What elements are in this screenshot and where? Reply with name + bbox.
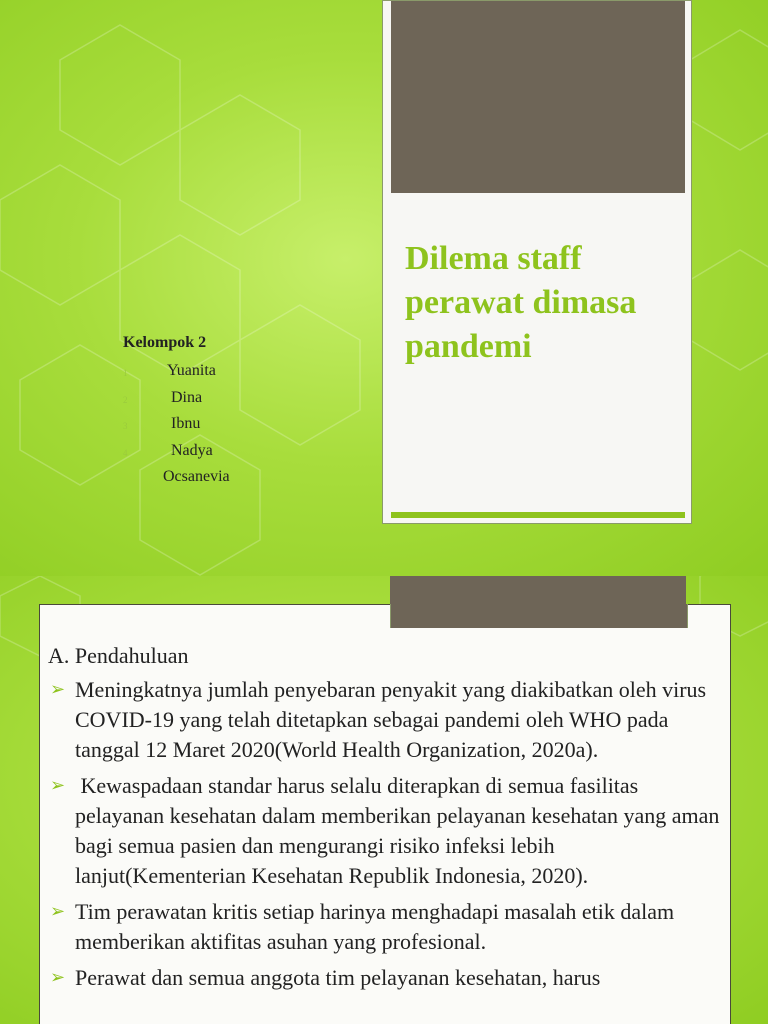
- section-heading: A. Pendahuluan: [48, 643, 189, 668]
- title-card: [382, 0, 692, 524]
- title-card-header-block: [391, 1, 685, 193]
- arrow-right-icon: ➢: [50, 775, 66, 796]
- member-item: [122, 358, 282, 385]
- bullet-item: [50, 963, 730, 993]
- bullet-text: Kewaspadaan standar harus selalu diterapkan di semua fasilitas pelayanan kesehatan dalam memberikan pelayanan kesehatan yang aman bagi semua pasien dan mengurangi risiko infeksi lebih lanjut(Kementerian Kesehatan Republik Indonesia, 2020).: [75, 773, 725, 888]
- slide-title: Dilema staff perawat dimasa pandemi: [405, 240, 637, 365]
- group-member-list: [122, 330, 282, 491]
- member-name: Dina: [171, 388, 203, 406]
- bullet-text: Perawat dan semua anggota tim pelayanan kesehatan, harus: [75, 965, 601, 990]
- bullet-item: [50, 897, 730, 957]
- member-number: 3: [123, 421, 128, 431]
- arrow-right-icon: ➢: [50, 679, 66, 700]
- arrow-right-icon: ➢: [50, 901, 66, 922]
- member-name: Ibnu: [171, 415, 201, 432]
- member-number: 1: [123, 368, 128, 378]
- arrow-right-icon: ➢: [50, 967, 66, 988]
- member-item: [122, 464, 282, 491]
- bullet-text: Meningkatnya jumlah penyebaran penyakit yang diakibatkan oleh virus COVID-19 yang telah ditetapkan sebagai pandemi oleh WHO pada tanggal 12 Maret 2020(World Health Organization, 2020a).: [75, 677, 707, 762]
- member-number: 2: [123, 394, 128, 405]
- bullet-list: [50, 675, 730, 999]
- bullet-item: [50, 675, 730, 765]
- content-box: [39, 604, 731, 1024]
- content-slide: [0, 576, 768, 1024]
- member-item: [122, 385, 282, 412]
- member-item: [122, 411, 282, 438]
- member-name: Yuanita: [167, 362, 216, 379]
- title-underline-bar: [391, 512, 685, 518]
- member-name: Nadya: [171, 441, 213, 459]
- member-number: 4: [123, 447, 128, 458]
- group-title: Kelompok 2: [123, 334, 207, 351]
- bullet-item: [50, 771, 730, 891]
- bullet-text: Tim perawatan kritis setiap harinya menghadapi masalah etik dalam memberikan aktifitas asuhan yang profesional.: [75, 899, 675, 954]
- member-item: [122, 438, 282, 465]
- member-name: Ocsanevia: [163, 468, 230, 485]
- slide-header-block-overlap: [390, 604, 688, 628]
